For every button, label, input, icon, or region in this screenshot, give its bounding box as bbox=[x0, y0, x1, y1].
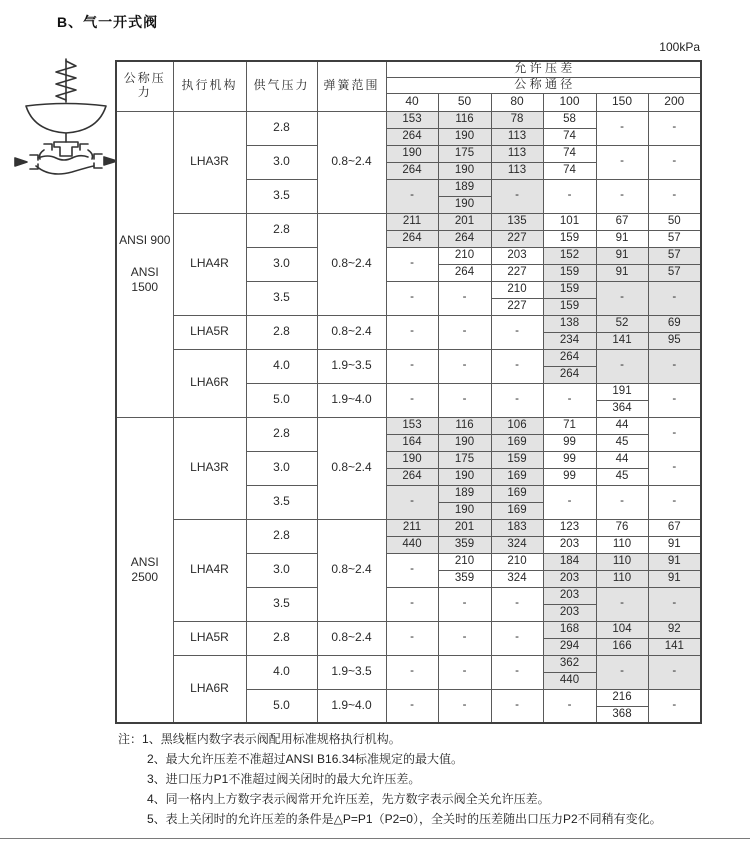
dp-open-cell-dn100: 159 bbox=[543, 281, 596, 298]
dp-closed-cell-dn100: 159 bbox=[543, 230, 596, 247]
dp-closed-cell-dn100: 74 bbox=[543, 128, 596, 145]
dp-cell-dn100: - bbox=[543, 689, 596, 723]
dp-open-cell-dn50: 210 bbox=[438, 247, 491, 264]
dp-closed-cell-dn100: 234 bbox=[543, 332, 596, 349]
supply-pressure-cell: 2.8 bbox=[246, 213, 317, 247]
page-title: B、气一开式阀 bbox=[57, 14, 159, 30]
dp-open-cell-dn150: 44 bbox=[596, 451, 648, 468]
dp-open-cell-dn100: 203 bbox=[543, 587, 596, 604]
supply-pressure-cell: 4.0 bbox=[246, 655, 317, 689]
dp-open-cell-dn80: 183 bbox=[491, 519, 543, 536]
dp-closed-cell-dn50: 190 bbox=[438, 468, 491, 485]
dp-closed-cell-dn80: 169 bbox=[491, 468, 543, 485]
header-pressure-class: 公称压力 bbox=[116, 61, 173, 111]
spring-range-cell: 0.8~2.4 bbox=[317, 621, 386, 655]
dp-closed-cell-dn80: 227 bbox=[491, 230, 543, 247]
dp-open-cell-dn50: 201 bbox=[438, 519, 491, 536]
dp-open-cell-dn150: 44 bbox=[596, 417, 648, 434]
dp-cell-dn40: - bbox=[386, 349, 438, 383]
dp-cell-dn40: - bbox=[386, 247, 438, 281]
header-allowable-dp: 允 许 压 差 bbox=[386, 61, 701, 77]
dp-closed-cell-dn50: 359 bbox=[438, 536, 491, 553]
dp-cell-dn50: - bbox=[438, 587, 491, 621]
dp-open-cell-dn150: 191 bbox=[596, 383, 648, 400]
pressure-class-cell bbox=[116, 111, 173, 417]
dp-cell-dn80: - bbox=[491, 587, 543, 621]
dp-open-cell-dn200: 92 bbox=[648, 621, 701, 638]
dp-closed-cell-dn100: 203 bbox=[543, 570, 596, 587]
notes bbox=[118, 729, 662, 829]
dp-cell-dn80: - bbox=[491, 621, 543, 655]
dp-cell-dn200: - bbox=[648, 485, 701, 519]
dp-open-cell-dn100: 152 bbox=[543, 247, 596, 264]
dp-open-cell-dn100: 168 bbox=[543, 621, 596, 638]
dp-closed-cell-dn150: 364 bbox=[596, 400, 648, 417]
dp-open-cell-dn100: 264 bbox=[543, 349, 596, 366]
size-col-80: 80 bbox=[491, 93, 543, 111]
size-col-50: 50 bbox=[438, 93, 491, 111]
dp-closed-cell-dn150: 45 bbox=[596, 468, 648, 485]
dp-closed-cell-dn100: 159 bbox=[543, 298, 596, 315]
dp-closed-cell-dn40: 440 bbox=[386, 536, 438, 553]
supply-pressure-cell: 3.5 bbox=[246, 179, 317, 213]
dp-closed-cell-dn100: 440 bbox=[543, 672, 596, 689]
dp-open-cell-dn200: 91 bbox=[648, 553, 701, 570]
dp-cell-dn150: - bbox=[596, 655, 648, 689]
dp-cell-dn150: - bbox=[596, 145, 648, 179]
spring-range-cell: 0.8~2.4 bbox=[317, 315, 386, 349]
dp-closed-cell-dn50: 190 bbox=[438, 196, 491, 213]
supply-pressure-cell: 3.5 bbox=[246, 587, 317, 621]
dp-open-cell-dn40: 190 bbox=[386, 451, 438, 468]
actuator-cell: LHA5R bbox=[173, 315, 246, 349]
dp-closed-cell-dn80: 324 bbox=[491, 570, 543, 587]
dp-open-cell-dn100: 74 bbox=[543, 145, 596, 162]
dp-open-cell-dn150: 216 bbox=[596, 689, 648, 706]
dp-open-cell-dn40: 190 bbox=[386, 145, 438, 162]
dp-open-cell-dn40: 211 bbox=[386, 519, 438, 536]
notes-label: 注： bbox=[118, 732, 143, 746]
spring-range-cell: 0.8~2.4 bbox=[317, 417, 386, 519]
supply-pressure-cell: 3.0 bbox=[246, 553, 317, 587]
dp-open-cell-dn80: 113 bbox=[491, 145, 543, 162]
dp-open-cell-dn100: 58 bbox=[543, 111, 596, 128]
note-line-3: 3、进口压力P1不准超过阀关闭时的最大允许压差。 bbox=[147, 772, 421, 786]
supply-pressure-cell: 3.0 bbox=[246, 451, 317, 485]
supply-pressure-cell: 2.8 bbox=[246, 417, 317, 451]
bonnet-icon bbox=[54, 142, 78, 156]
dp-open-cell-dn150: 52 bbox=[596, 315, 648, 332]
supply-pressure-cell: 3.0 bbox=[246, 247, 317, 281]
dp-closed-cell-dn150: 91 bbox=[596, 264, 648, 281]
dp-cell-dn40: - bbox=[386, 587, 438, 621]
dp-cell-dn150: - bbox=[596, 485, 648, 519]
pressure-table bbox=[115, 60, 702, 724]
dp-cell-dn100: - bbox=[543, 179, 596, 213]
dp-closed-cell-dn100: 159 bbox=[543, 264, 596, 281]
dp-open-cell-dn100: 184 bbox=[543, 553, 596, 570]
dp-open-cell-dn200: 50 bbox=[648, 213, 701, 230]
dp-closed-cell-dn80: 227 bbox=[491, 298, 543, 315]
dp-open-cell-dn150: 76 bbox=[596, 519, 648, 536]
dp-closed-cell-dn150: 45 bbox=[596, 434, 648, 451]
dp-closed-cell-dn100: 74 bbox=[543, 162, 596, 179]
dp-closed-cell-dn200: 57 bbox=[648, 264, 701, 281]
dp-cell-dn40: - bbox=[386, 179, 438, 213]
size-col-100: 100 bbox=[543, 93, 596, 111]
dp-open-cell-dn200: 57 bbox=[648, 247, 701, 264]
dp-cell-dn80: - bbox=[491, 689, 543, 723]
dp-closed-cell-dn80: 324 bbox=[491, 536, 543, 553]
dp-cell-dn40: - bbox=[386, 485, 438, 519]
actuator-cell: LHA5R bbox=[173, 621, 246, 655]
dp-cell-dn80: - bbox=[491, 655, 543, 689]
dp-cell-dn80: - bbox=[491, 349, 543, 383]
dp-open-cell-dn50: 210 bbox=[438, 553, 491, 570]
dp-cell-dn80: - bbox=[491, 179, 543, 213]
note-text: 1、黑线框内数字表示阀配用标准规格执行机构。 bbox=[142, 732, 401, 746]
dp-closed-cell-dn40: 264 bbox=[386, 468, 438, 485]
dp-closed-cell-dn40: 264 bbox=[386, 162, 438, 179]
dp-open-cell-dn100: 99 bbox=[543, 451, 596, 468]
supply-pressure-cell: 5.0 bbox=[246, 383, 317, 417]
dp-closed-cell-dn100: 99 bbox=[543, 434, 596, 451]
diaphragm-bowl-icon bbox=[26, 104, 106, 134]
dp-open-cell-dn40: 153 bbox=[386, 417, 438, 434]
supply-pressure-cell: 2.8 bbox=[246, 621, 317, 655]
unit-label: 100kPa bbox=[659, 40, 700, 54]
dp-cell-dn40: - bbox=[386, 315, 438, 349]
dp-open-cell-dn100: 123 bbox=[543, 519, 596, 536]
spring-range-cell: 1.9~3.5 bbox=[317, 655, 386, 689]
dp-cell-dn50: - bbox=[438, 349, 491, 383]
supply-pressure-cell: 3.5 bbox=[246, 485, 317, 519]
supply-pressure-cell: 5.0 bbox=[246, 689, 317, 723]
dp-closed-cell-dn50: 190 bbox=[438, 434, 491, 451]
dp-cell-dn150: - bbox=[596, 587, 648, 621]
dp-open-cell-dn80: 203 bbox=[491, 247, 543, 264]
pressure-class-line: ANSI 900 bbox=[119, 233, 171, 247]
pressure-class-cell bbox=[116, 417, 173, 723]
dp-closed-cell-dn150: 110 bbox=[596, 536, 648, 553]
spring-range-cell: 1.9~4.0 bbox=[317, 689, 386, 723]
dp-cell-dn50: - bbox=[438, 689, 491, 723]
header-spring-range: 弹簧范围 bbox=[317, 61, 386, 111]
dp-open-cell-dn80: 169 bbox=[491, 485, 543, 502]
dp-cell-dn80: - bbox=[491, 383, 543, 417]
dp-open-cell-dn100: 71 bbox=[543, 417, 596, 434]
dp-open-cell-dn100: 362 bbox=[543, 655, 596, 672]
dp-open-cell-dn150: 67 bbox=[596, 213, 648, 230]
dp-open-cell-dn50: 189 bbox=[438, 485, 491, 502]
dp-closed-cell-dn80: 227 bbox=[491, 264, 543, 281]
dp-cell-dn150: - bbox=[596, 281, 648, 315]
size-col-200: 200 bbox=[648, 93, 701, 111]
spring-range-cell: 0.8~2.4 bbox=[317, 213, 386, 315]
dp-cell-dn200: - bbox=[648, 145, 701, 179]
dp-cell-dn200: - bbox=[648, 281, 701, 315]
dp-open-cell-dn80: 106 bbox=[491, 417, 543, 434]
dp-cell-dn150: - bbox=[596, 179, 648, 213]
dp-cell-dn100: - bbox=[543, 485, 596, 519]
dp-cell-dn40: - bbox=[386, 553, 438, 587]
inlet-arrow-icon bbox=[15, 158, 27, 166]
dp-closed-cell-dn50: 190 bbox=[438, 162, 491, 179]
dp-open-cell-dn80: 210 bbox=[491, 553, 543, 570]
dp-closed-cell-dn100: 203 bbox=[543, 604, 596, 621]
dp-closed-cell-dn200: 141 bbox=[648, 638, 701, 655]
pressure-class-line: ANSI 1500 bbox=[130, 265, 159, 294]
dp-closed-cell-dn80: 113 bbox=[491, 162, 543, 179]
dp-open-cell-dn80: 159 bbox=[491, 451, 543, 468]
dp-cell-dn200: - bbox=[648, 349, 701, 383]
dp-closed-cell-dn80: 169 bbox=[491, 502, 543, 519]
bottom-rule bbox=[0, 838, 750, 839]
actuator-cell: LHA3R bbox=[173, 111, 246, 213]
dp-open-cell-dn80: 210 bbox=[491, 281, 543, 298]
header-actuator: 执行机构 bbox=[173, 61, 246, 111]
dp-closed-cell-dn50: 264 bbox=[438, 264, 491, 281]
actuator-cell: LHA4R bbox=[173, 519, 246, 621]
dp-cell-dn150: - bbox=[596, 111, 648, 145]
dp-cell-dn40: - bbox=[386, 281, 438, 315]
dp-closed-cell-dn100: 99 bbox=[543, 468, 596, 485]
dp-open-cell-dn200: 67 bbox=[648, 519, 701, 536]
dp-cell-dn200: - bbox=[648, 111, 701, 145]
dp-closed-cell-dn100: 203 bbox=[543, 536, 596, 553]
dp-open-cell-dn80: 78 bbox=[491, 111, 543, 128]
spring-range-cell: 0.8~2.4 bbox=[317, 111, 386, 213]
actuator-cell: LHA3R bbox=[173, 417, 246, 519]
dp-cell-dn50: - bbox=[438, 655, 491, 689]
dp-cell-dn100: - bbox=[543, 383, 596, 417]
dp-open-cell-dn40: 211 bbox=[386, 213, 438, 230]
dp-cell-dn200: - bbox=[648, 689, 701, 723]
supply-pressure-cell: 3.0 bbox=[246, 145, 317, 179]
dp-open-cell-dn50: 116 bbox=[438, 417, 491, 434]
dp-cell-dn200: - bbox=[648, 417, 701, 451]
supply-pressure-cell: 3.5 bbox=[246, 281, 317, 315]
dp-closed-cell-dn40: 264 bbox=[386, 128, 438, 145]
dp-closed-cell-dn200: 91 bbox=[648, 570, 701, 587]
dp-closed-cell-dn150: 141 bbox=[596, 332, 648, 349]
supply-pressure-cell: 2.8 bbox=[246, 519, 317, 553]
dp-open-cell-dn150: 110 bbox=[596, 553, 648, 570]
dp-cell-dn40: - bbox=[386, 655, 438, 689]
dp-closed-cell-dn50: 359 bbox=[438, 570, 491, 587]
dp-cell-dn200: - bbox=[648, 179, 701, 213]
note-line-2: 2、最大允许压差不准超过ANSI B16.34标准规定的最大值。 bbox=[147, 752, 464, 766]
header-supply-pressure: 供气压力 bbox=[246, 61, 317, 111]
dp-closed-cell-dn150: 166 bbox=[596, 638, 648, 655]
dp-closed-cell-dn100: 264 bbox=[543, 366, 596, 383]
dp-open-cell-dn80: 135 bbox=[491, 213, 543, 230]
dp-closed-cell-dn200: 95 bbox=[648, 332, 701, 349]
dp-closed-cell-dn200: 91 bbox=[648, 536, 701, 553]
pressure-class-line: ANSI 2500 bbox=[130, 554, 159, 584]
note-line-4: 4、同一格内上方数字表示阀常开允许压差，先方数字表示阀全关允许压差。 bbox=[147, 792, 550, 806]
dp-open-cell-dn50: 201 bbox=[438, 213, 491, 230]
dp-cell-dn80: - bbox=[491, 315, 543, 349]
dp-open-cell-dn150: 104 bbox=[596, 621, 648, 638]
supply-pressure-cell: 2.8 bbox=[246, 111, 317, 145]
dp-open-cell-dn100: 101 bbox=[543, 213, 596, 230]
spring-range-cell: 1.9~4.0 bbox=[317, 383, 386, 417]
dp-closed-cell-dn100: 294 bbox=[543, 638, 596, 655]
dp-cell-dn200: - bbox=[648, 383, 701, 417]
dp-closed-cell-dn40: 264 bbox=[386, 230, 438, 247]
spring-range-cell: 0.8~2.4 bbox=[317, 519, 386, 621]
dp-open-cell-dn50: 116 bbox=[438, 111, 491, 128]
dp-closed-cell-dn80: 113 bbox=[491, 128, 543, 145]
dp-cell-dn200: - bbox=[648, 451, 701, 485]
actuator-cell: LHA4R bbox=[173, 213, 246, 315]
dp-open-cell-dn50: 189 bbox=[438, 179, 491, 196]
dp-closed-cell-dn200: 57 bbox=[648, 230, 701, 247]
dp-closed-cell-dn80: 169 bbox=[491, 434, 543, 451]
dp-closed-cell-dn150: 368 bbox=[596, 706, 648, 723]
dp-open-cell-dn50: 175 bbox=[438, 145, 491, 162]
dp-cell-dn50: - bbox=[438, 315, 491, 349]
note-line-1 bbox=[118, 729, 662, 749]
spring-range-cell: 1.9~3.5 bbox=[317, 349, 386, 383]
dp-cell-dn40: - bbox=[386, 621, 438, 655]
dp-open-cell-dn40: 153 bbox=[386, 111, 438, 128]
dp-cell-dn200: - bbox=[648, 655, 701, 689]
dp-open-cell-dn50: 175 bbox=[438, 451, 491, 468]
actuator-cell: LHA6R bbox=[173, 349, 246, 417]
dp-closed-cell-dn150: 91 bbox=[596, 230, 648, 247]
dp-cell-dn50: - bbox=[438, 621, 491, 655]
size-col-150: 150 bbox=[596, 93, 648, 111]
dp-closed-cell-dn150: 110 bbox=[596, 570, 648, 587]
header-nominal-diameter: 公 称 通 径 bbox=[386, 77, 701, 93]
dp-cell-dn200: - bbox=[648, 587, 701, 621]
note-line-5: 5、表上关闭时的允许压差的条件是△P=P1（P2=0），全关时的压差随出口压力P2不同稍有变化。 bbox=[147, 812, 662, 826]
supply-pressure-cell: 4.0 bbox=[246, 349, 317, 383]
size-col-40: 40 bbox=[386, 93, 438, 111]
valve-schematic-icon bbox=[14, 58, 118, 176]
dp-closed-cell-dn40: 164 bbox=[386, 434, 438, 451]
dp-cell-dn50: - bbox=[438, 281, 491, 315]
dp-open-cell-dn200: 69 bbox=[648, 315, 701, 332]
dp-cell-dn40: - bbox=[386, 383, 438, 417]
supply-pressure-cell: 2.8 bbox=[246, 315, 317, 349]
dp-open-cell-dn100: 138 bbox=[543, 315, 596, 332]
dp-cell-dn40: - bbox=[386, 689, 438, 723]
dp-closed-cell-dn50: 190 bbox=[438, 128, 491, 145]
dp-closed-cell-dn50: 190 bbox=[438, 502, 491, 519]
dp-open-cell-dn150: 91 bbox=[596, 247, 648, 264]
dp-cell-dn150: - bbox=[596, 349, 648, 383]
dp-closed-cell-dn50: 264 bbox=[438, 230, 491, 247]
actuator-cell: LHA6R bbox=[173, 655, 246, 723]
dp-cell-dn50: - bbox=[438, 383, 491, 417]
